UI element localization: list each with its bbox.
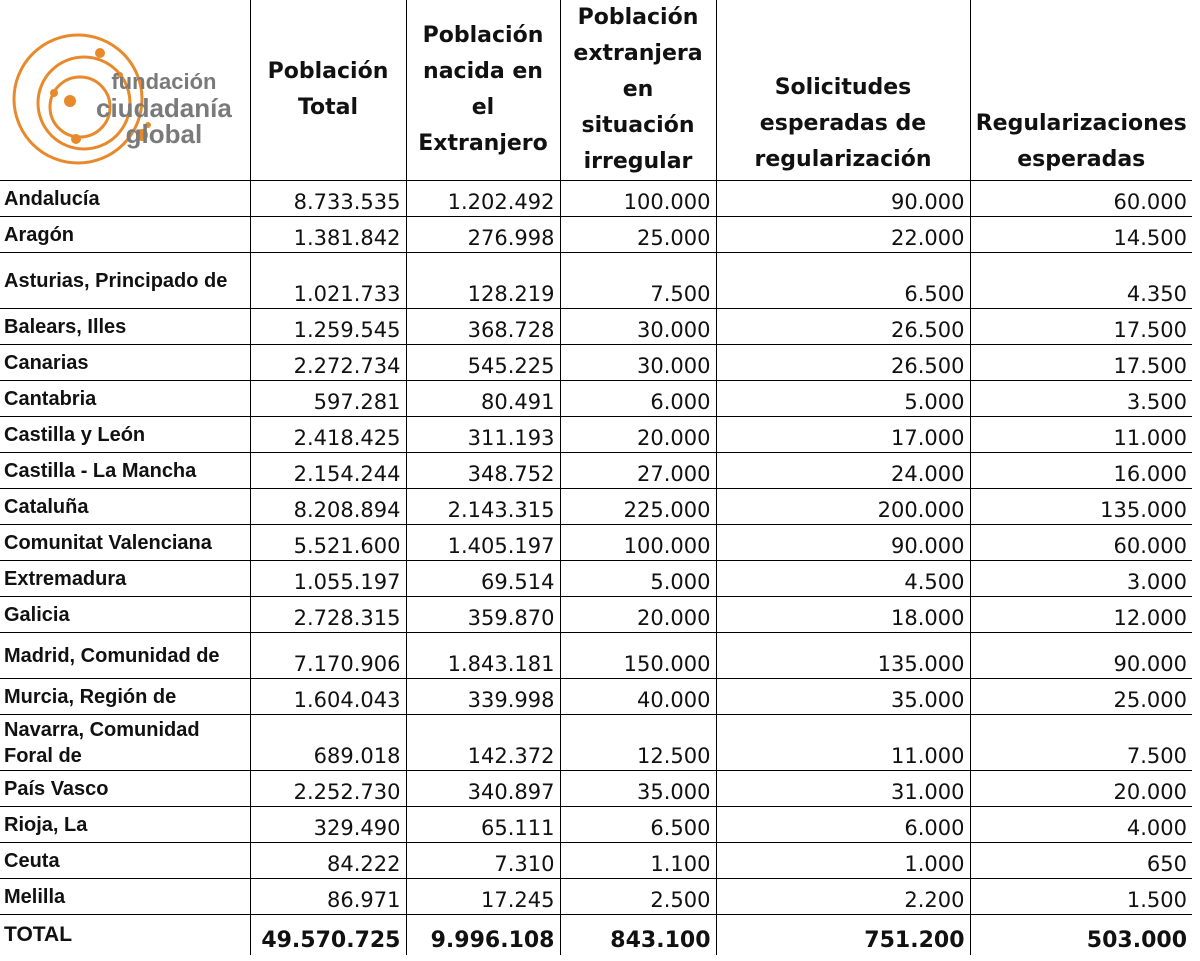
table-row [0, 417, 1192, 453]
region-name-cell: Melilla [0, 879, 250, 915]
solicitudes-esperadas-cell: 2.200 [716, 879, 970, 915]
poblacion-irregular-cell: 150.000 [560, 633, 716, 679]
region-name-cell: Ceuta [0, 843, 250, 879]
poblacion-irregular-cell: 30.000 [560, 345, 716, 381]
poblacion-total-cell: 2.154.244 [250, 453, 406, 489]
poblacion-total-cell: 5.521.600 [250, 525, 406, 561]
solicitudes-esperadas-cell: 5.000 [716, 381, 970, 417]
logo-line-3: global [125, 119, 203, 149]
regularizaciones-esperadas-cell: 4.000 [970, 807, 1192, 843]
region-name-cell: País Vasco [0, 771, 250, 807]
poblacion-irregular-cell: 40.000 [560, 679, 716, 715]
regularizaciones-esperadas-cell: 650 [970, 843, 1192, 879]
poblacion-irregular-cell: 20.000 [560, 417, 716, 453]
solicitudes-esperadas-cell: 135.000 [716, 633, 970, 679]
header-poblacion-nacida-extranjero: Población nacida en el Extranjero [406, 0, 560, 181]
poblacion-nacida-extranjero-cell: 276.998 [406, 217, 560, 253]
region-name-cell: Cataluña [0, 489, 250, 525]
table-row [0, 525, 1192, 561]
region-name-cell: Galicia [0, 597, 250, 633]
poblacion-irregular-cell: 30.000 [560, 309, 716, 345]
region-name-cell: Navarra, Comunidad Foral de [0, 715, 250, 771]
table-row [0, 597, 1192, 633]
regularizaciones-esperadas-cell: 20.000 [970, 771, 1192, 807]
regularizaciones-esperadas-cell: 16.000 [970, 453, 1192, 489]
poblacion-total-cell: 2.418.425 [250, 417, 406, 453]
poblacion-nacida-extranjero-cell: 128.219 [406, 253, 560, 309]
solicitudes-esperadas-cell: 26.500 [716, 309, 970, 345]
logo-line-2: ciudadanía [96, 93, 232, 123]
table-row [0, 345, 1192, 381]
regularizaciones-esperadas-cell: 4.350 [970, 253, 1192, 309]
logo-line-1: fundación [111, 69, 217, 94]
region-name-cell: Extremadura [0, 561, 250, 597]
poblacion-nacida-extranjero-cell: 348.752 [406, 453, 560, 489]
solicitudes-esperadas-cell: 22.000 [716, 217, 970, 253]
regularizaciones-esperadas-cell: 3.500 [970, 381, 1192, 417]
region-name-cell: Asturias, Principado de [0, 253, 250, 309]
table-row [0, 309, 1192, 345]
table-row [0, 217, 1192, 253]
poblacion-irregular-cell: 1.100 [560, 843, 716, 879]
logo-cell [0, 0, 250, 181]
regularizaciones-esperadas-cell: 14.500 [970, 217, 1192, 253]
regularizaciones-esperadas-cell: 17.500 [970, 345, 1192, 381]
solicitudes-esperadas-cell: 18.000 [716, 597, 970, 633]
poblacion-nacida-extranjero-cell: 65.111 [406, 807, 560, 843]
poblacion-nacida-extranjero-cell: 142.372 [406, 715, 560, 771]
regularizaciones-esperadas-cell: 503.000 [970, 915, 1192, 956]
solicitudes-esperadas-cell: 90.000 [716, 525, 970, 561]
regularizaciones-esperadas-cell: 60.000 [970, 525, 1192, 561]
poblacion-irregular-cell: 27.000 [560, 453, 716, 489]
poblacion-total-cell: 84.222 [250, 843, 406, 879]
total-row [0, 915, 1192, 956]
regularizaciones-esperadas-cell: 25.000 [970, 679, 1192, 715]
poblacion-total-cell: 2.728.315 [250, 597, 406, 633]
header-solicitudes-esperadas: Solicitudes esperadas de regularización [716, 0, 970, 181]
poblacion-nacida-extranjero-cell: 340.897 [406, 771, 560, 807]
regularizaciones-esperadas-cell: 1.500 [970, 879, 1192, 915]
solicitudes-esperadas-cell: 24.000 [716, 453, 970, 489]
poblacion-nacida-extranjero-cell: 69.514 [406, 561, 560, 597]
poblacion-nacida-extranjero-cell: 2.143.315 [406, 489, 560, 525]
table-row [0, 561, 1192, 597]
poblacion-total-cell: 689.018 [250, 715, 406, 771]
poblacion-total-cell: 2.272.734 [250, 345, 406, 381]
poblacion-total-cell: 86.971 [250, 879, 406, 915]
header-row [0, 0, 1192, 181]
solicitudes-esperadas-cell: 1.000 [716, 843, 970, 879]
table-row [0, 843, 1192, 879]
poblacion-irregular-cell: 100.000 [560, 525, 716, 561]
table-row [0, 453, 1192, 489]
region-name-cell: Comunitat Valenciana [0, 525, 250, 561]
poblacion-total-cell: 1.021.733 [250, 253, 406, 309]
poblacion-total-cell: 597.281 [250, 381, 406, 417]
poblacion-total-cell: 329.490 [250, 807, 406, 843]
regularizaciones-esperadas-cell: 60.000 [970, 181, 1192, 217]
solicitudes-esperadas-cell: 31.000 [716, 771, 970, 807]
poblacion-total-cell: 8.733.535 [250, 181, 406, 217]
poblacion-nacida-extranjero-cell: 7.310 [406, 843, 560, 879]
poblacion-irregular-cell: 20.000 [560, 597, 716, 633]
poblacion-total-cell: 1.604.043 [250, 679, 406, 715]
poblacion-nacida-extranjero-cell: 545.225 [406, 345, 560, 381]
poblacion-total-cell: 7.170.906 [250, 633, 406, 679]
poblacion-nacida-extranjero-cell: 339.998 [406, 679, 560, 715]
table-row [0, 633, 1192, 679]
region-name-cell: Castilla y León [0, 417, 250, 453]
poblacion-irregular-cell: 5.000 [560, 561, 716, 597]
table-row [0, 489, 1192, 525]
regularizaciones-esperadas-cell: 7.500 [970, 715, 1192, 771]
region-name-cell: Cantabria [0, 381, 250, 417]
poblacion-irregular-cell: 6.500 [560, 807, 716, 843]
poblacion-irregular-cell: 2.500 [560, 879, 716, 915]
regularizaciones-esperadas-cell: 17.500 [970, 309, 1192, 345]
poblacion-irregular-cell: 12.500 [560, 715, 716, 771]
poblacion-total-cell: 49.570.725 [250, 915, 406, 956]
poblacion-nacida-extranjero-cell: 9.996.108 [406, 915, 560, 956]
solicitudes-esperadas-cell: 26.500 [716, 345, 970, 381]
poblacion-total-cell: 1.055.197 [250, 561, 406, 597]
poblacion-nacida-extranjero-cell: 311.193 [406, 417, 560, 453]
solicitudes-esperadas-cell: 6.000 [716, 807, 970, 843]
poblacion-irregular-cell: 25.000 [560, 217, 716, 253]
poblacion-nacida-extranjero-cell: 359.870 [406, 597, 560, 633]
regularizaciones-esperadas-cell: 11.000 [970, 417, 1192, 453]
poblacion-nacida-extranjero-cell: 1.202.492 [406, 181, 560, 217]
region-name-cell: Balears, Illes [0, 309, 250, 345]
region-name-cell: Murcia, Región de [0, 679, 250, 715]
table-row [0, 715, 1192, 771]
table-body [0, 181, 1192, 956]
solicitudes-esperadas-cell: 200.000 [716, 489, 970, 525]
header-poblacion-total: Población Total [250, 0, 406, 181]
poblacion-nacida-extranjero-cell: 368.728 [406, 309, 560, 345]
table-row [0, 381, 1192, 417]
region-name-cell: Madrid, Comunidad de [0, 633, 250, 679]
poblacion-irregular-cell: 843.100 [560, 915, 716, 956]
table-row [0, 879, 1192, 915]
poblacion-irregular-cell: 35.000 [560, 771, 716, 807]
regularizaciones-esperadas-cell: 3.000 [970, 561, 1192, 597]
poblacion-irregular-cell: 6.000 [560, 381, 716, 417]
poblacion-total-cell: 1.381.842 [250, 217, 406, 253]
region-name-cell: TOTAL [4, 923, 73, 946]
table-row [0, 807, 1192, 843]
solicitudes-esperadas-cell: 11.000 [716, 715, 970, 771]
solicitudes-esperadas-cell: 90.000 [716, 181, 970, 217]
region-name-cell: Canarias [0, 345, 250, 381]
region-name-cell: Castilla - La Mancha [0, 453, 250, 489]
region-name-cell: Andalucía [0, 181, 250, 217]
poblacion-nacida-extranjero-cell: 1.843.181 [406, 633, 560, 679]
poblacion-nacida-extranjero-cell: 80.491 [406, 381, 560, 417]
table-row [0, 771, 1192, 807]
solicitudes-esperadas-cell: 35.000 [716, 679, 970, 715]
table-row [0, 253, 1192, 309]
solicitudes-esperadas-cell: 751.200 [716, 915, 970, 956]
poblacion-total-cell: 2.252.730 [250, 771, 406, 807]
region-name-cell: Rioja, La [0, 807, 250, 843]
regularizaciones-esperadas-cell: 12.000 [970, 597, 1192, 633]
region-name-cell: Aragón [0, 217, 250, 253]
table-row [0, 181, 1192, 217]
poblacion-nacida-extranjero-cell: 17.245 [406, 879, 560, 915]
poblacion-nacida-extranjero-cell: 1.405.197 [406, 525, 560, 561]
regularizaciones-esperadas-cell: 135.000 [970, 489, 1192, 525]
header-poblacion-irregular: Población extranjera en situación irregular [560, 0, 716, 181]
poblacion-irregular-cell: 7.500 [560, 253, 716, 309]
fundacion-ciudadania-global-logo [0, 9, 250, 171]
poblacion-irregular-cell: 225.000 [560, 489, 716, 525]
poblacion-irregular-cell: 100.000 [560, 181, 716, 217]
solicitudes-esperadas-cell: 17.000 [716, 417, 970, 453]
poblacion-total-cell: 1.259.545 [250, 309, 406, 345]
solicitudes-esperadas-cell: 6.500 [716, 253, 970, 309]
logo-text [96, 71, 232, 147]
table-row [0, 679, 1192, 715]
solicitudes-esperadas-cell: 4.500 [716, 561, 970, 597]
header-regularizaciones-esperadas: Regularizaciones esperadas [970, 0, 1192, 181]
regularizaciones-esperadas-cell: 90.000 [970, 633, 1192, 679]
poblacion-total-cell: 8.208.894 [250, 489, 406, 525]
